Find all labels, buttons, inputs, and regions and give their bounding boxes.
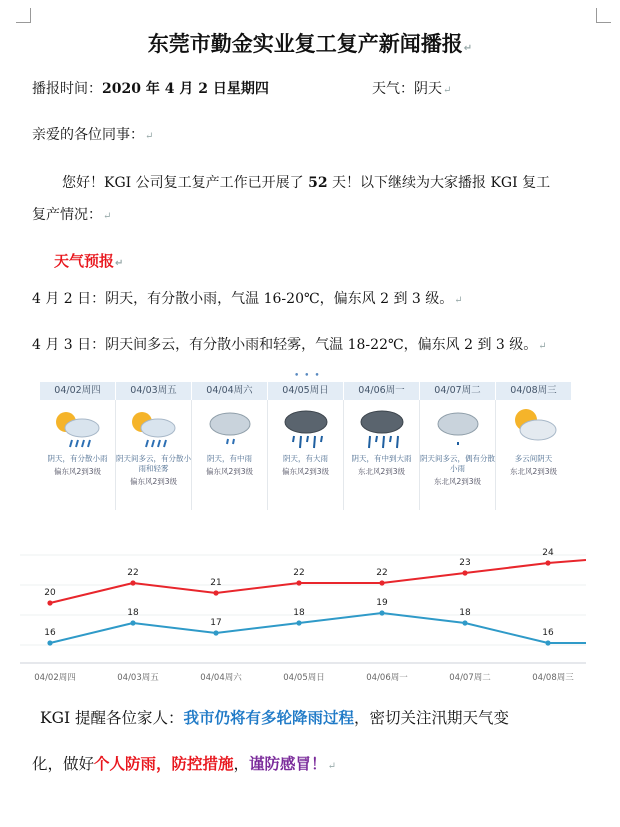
- x-tick-label: 04/07周二: [449, 673, 491, 683]
- greeting: 亲爱的各位同事：↵: [32, 127, 154, 143]
- x-tick-label: 04/04周六: [200, 673, 242, 683]
- data-label: 18: [293, 608, 305, 618]
- x-tick-label: 04/03周五: [117, 673, 159, 683]
- forecast-day-desc: 阴天间多云，有分散小雨和轻雾: [116, 454, 191, 473]
- page-title: 东莞市勤金实业复工复产新闻播报↵: [147, 32, 473, 56]
- data-point: [213, 590, 218, 595]
- data-label: 22: [127, 568, 139, 578]
- forecast-day-header: 04/06周一: [344, 382, 419, 400]
- corner-mark-top-left: [16, 8, 31, 23]
- forecast-day-desc: 多云间阴天: [514, 454, 553, 463]
- forecast-day-desc: 阴天，有分散小雨: [47, 454, 108, 463]
- forecast-day: [116, 382, 191, 510]
- forecast-day-wind: 东北风2到3级: [433, 477, 482, 486]
- forecast-day-wind: 偏东风2到3级: [205, 467, 254, 476]
- data-point: [462, 620, 467, 625]
- forecast-day-wind: 东北风2到3级: [357, 467, 406, 476]
- data-label: 22: [376, 568, 388, 578]
- weather-label: 天气：: [372, 81, 414, 97]
- series-line: [50, 560, 586, 603]
- data-point: [47, 600, 52, 605]
- x-tick-label: 04/05周日: [283, 673, 325, 683]
- data-label: 19: [376, 598, 388, 608]
- data-point: [462, 570, 467, 575]
- intro-line-2: 复产情况：↵: [32, 207, 112, 223]
- heavy-rain-icon: [344, 400, 419, 452]
- forecast-day: [420, 382, 495, 510]
- forecast-day: [40, 382, 115, 510]
- weather-line: 天气：阴天↵: [372, 81, 452, 97]
- data-point: [545, 640, 550, 645]
- closing-highlight-purple: 谨防感冒！: [249, 755, 327, 773]
- cloud-drizzle-icon: [420, 400, 495, 452]
- forecast-day-header: 04/03周五: [116, 382, 191, 400]
- heavy-rain-icon: [268, 400, 343, 452]
- closing-middle: ，密切关注汛期天气变: [354, 709, 510, 727]
- data-label: 16: [44, 628, 56, 638]
- data-point: [213, 630, 218, 635]
- forecast-day-wind: 偏东风2到3级: [281, 467, 330, 476]
- forecast-day-desc: 阴天，有中到大雨: [351, 454, 412, 463]
- forecast-day-header: 04/04周六: [192, 382, 267, 400]
- data-point: [130, 620, 135, 625]
- forecast-day-desc: 阴天间多云，偶有分散小雨: [420, 454, 495, 473]
- x-tick-label: 04/02周四: [34, 673, 76, 683]
- data-point: [296, 580, 301, 585]
- forecast-day: [268, 382, 343, 510]
- forecast-day-wind: 偏东风2到3级: [53, 467, 102, 476]
- data-point: [545, 560, 550, 565]
- forecast-strip: [40, 382, 568, 512]
- forecast-day-header: 04/02周四: [40, 382, 115, 400]
- forecast-day: [192, 382, 267, 510]
- forecast-text-day2: 4 月 3 日：阴天间多云，有分散小雨和轻雾，气温 18-22℃，偏东风 2 到 3 级。↵: [32, 337, 547, 353]
- data-label: 17: [210, 618, 222, 628]
- forecast-day-header: 04/08周三: [496, 382, 571, 400]
- weather-value: 阴天: [414, 81, 442, 97]
- forecast-day-header: 04/07周二: [420, 382, 495, 400]
- light-rain-icon: [192, 400, 267, 452]
- section-heading-forecast: 天气预报↵: [54, 252, 124, 270]
- closing-line-2: 化，做好个人防雨，防控措施，谨防感冒！↵: [32, 755, 336, 773]
- forecast-day-header: 04/05周日: [268, 382, 343, 400]
- temperature-chart: [20, 535, 586, 687]
- closing-line2-prefix: 化，做好: [32, 755, 95, 773]
- sun-cloud-rain-icon: [40, 400, 115, 452]
- data-label: 18: [459, 608, 471, 618]
- data-point: [130, 580, 135, 585]
- data-point: [379, 610, 384, 615]
- intro-line-1: 您好！KGI 公司复工复产工作已开展了 52 天！以下继续为大家播报 KGI 复工: [62, 175, 551, 191]
- data-label: 24: [542, 548, 554, 558]
- data-label: 16: [542, 628, 554, 638]
- broadcast-time-label: 播报时间：: [32, 81, 102, 97]
- forecast-day: [496, 382, 571, 510]
- data-point: [296, 620, 301, 625]
- corner-mark-top-right: [596, 8, 611, 23]
- data-label: 23: [459, 558, 471, 568]
- closing-line-1: [40, 706, 509, 728]
- forecast-text-day1: 4 月 2 日：阴天，有分散小雨，气温 16-20℃，偏东风 2 到 3 级。↵: [32, 291, 463, 307]
- forecast-day-desc: 阴天，有中雨: [207, 454, 252, 463]
- forecast-day: [344, 382, 419, 510]
- closing-highlight-blue: 我市仍将有多轮降雨过程: [183, 709, 355, 727]
- x-tick-label: 04/08周三: [532, 673, 574, 683]
- forecast-day-wind: 东北风2到3级: [509, 467, 558, 476]
- data-label: 22: [293, 568, 305, 578]
- x-tick-label: 04/06周一: [366, 673, 408, 683]
- forecast-day-wind: 偏东风2到3级: [129, 477, 178, 486]
- sun-cloud-icon: [496, 400, 571, 452]
- days-count: 52: [308, 175, 328, 191]
- forecast-day-desc: 阴天，有大雨: [283, 454, 328, 463]
- closing-prefix: KGI 提醒各位家人：: [40, 709, 184, 727]
- data-point: [47, 640, 52, 645]
- sun-cloud-rain-icon: [116, 400, 191, 452]
- data-label: 21: [210, 578, 222, 588]
- data-point: [379, 580, 384, 585]
- data-label: 20: [44, 588, 56, 598]
- broadcast-date: 2020 年 4 月 2 日星期四: [102, 81, 269, 97]
- data-label: 18: [127, 608, 139, 618]
- broadcast-time-line: [32, 78, 269, 98]
- carousel-dots: • • •: [294, 371, 321, 381]
- closing-highlight-red: 个人防雨，防控措施: [94, 755, 234, 773]
